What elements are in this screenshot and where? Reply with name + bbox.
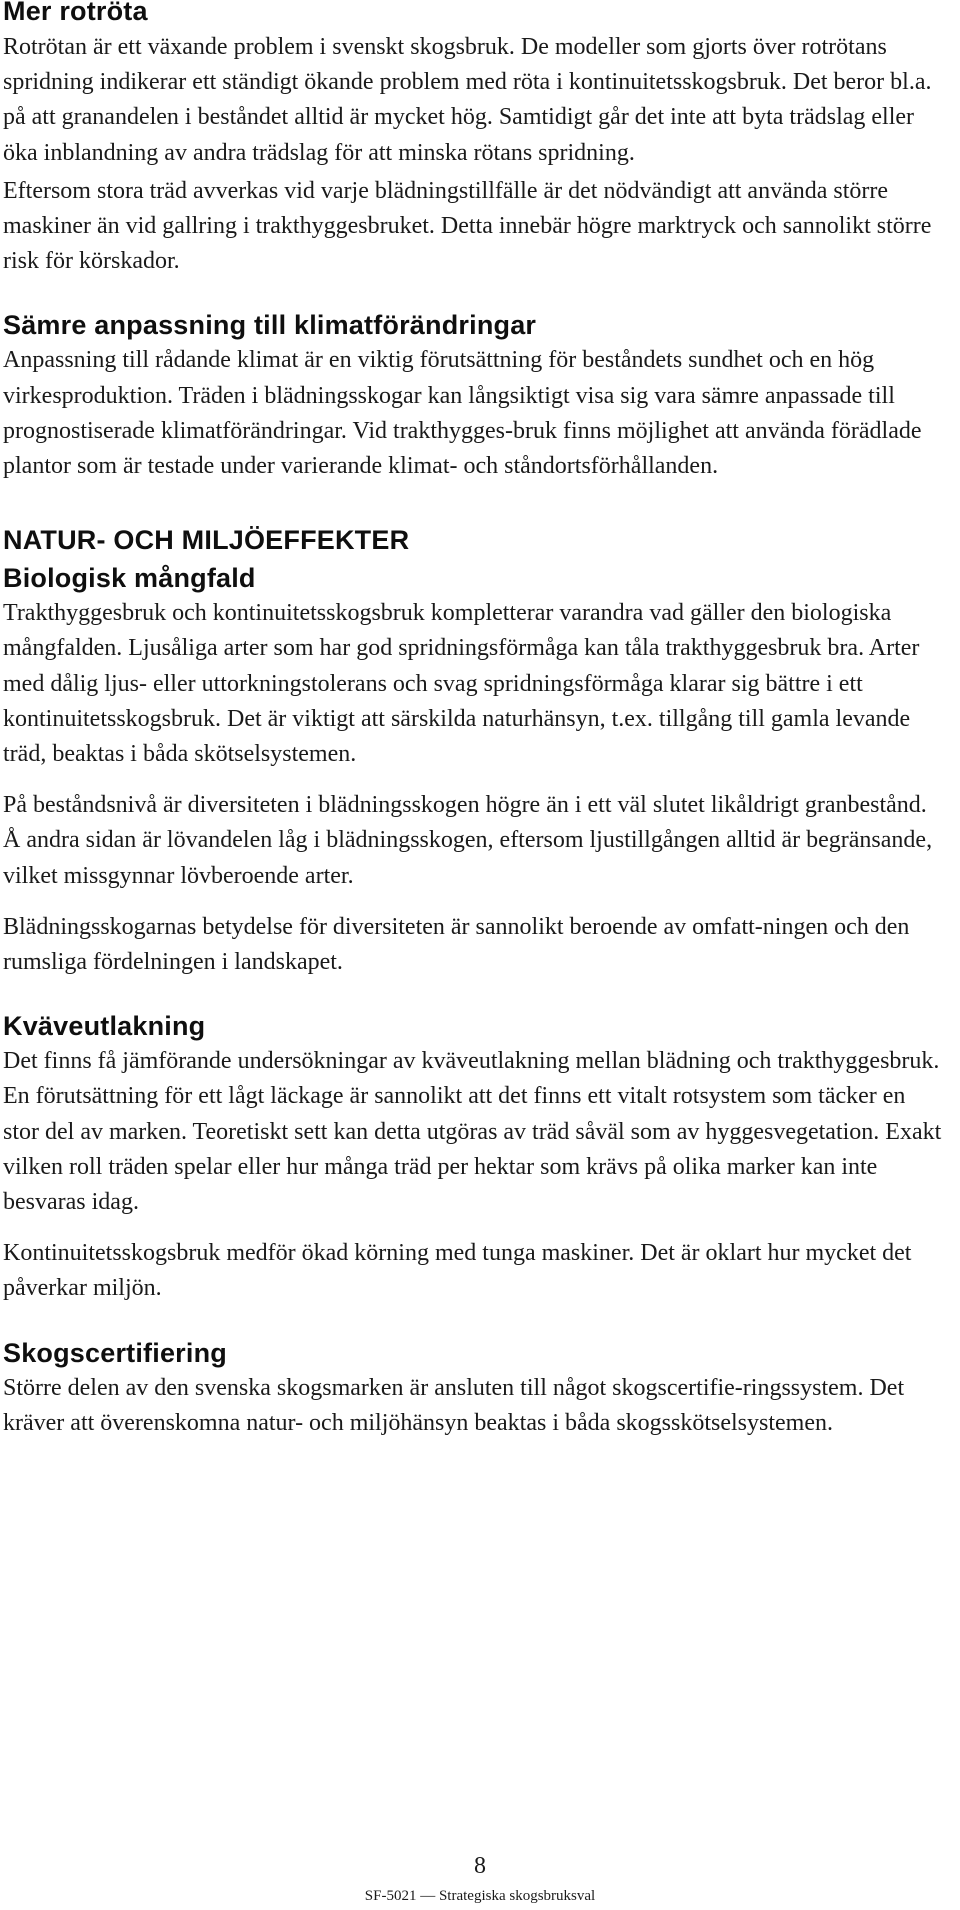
chapter-heading: NATUR- OCH MILJÖEFFEKTER	[3, 525, 410, 556]
section-heading: Kväveutlakning	[3, 1011, 206, 1042]
paragraph: Eftersom stora träd avverkas vid varje blädningstillfälle är det nödvändigt att använda större maskiner än vid gallring i trakthyggesbruket. Detta innebär högre marktryck och sannolikt större risk för körskador.	[3, 177, 932, 275]
paragraph: Blädningsskogarnas betydelse för diversiteten är sannolikt beroende av omfatt-ningen och den rumsliga fördelningen i landskapet.	[3, 913, 910, 976]
paragraph: Trakthyggesbruk och kontinuitetsskogsbruk kompletterar varandra vad gäller den biologiska mångfalden. Ljusåliga arter som har god spridningsförmåga kan tåla trakthyggesbruk bra. Arter med dålig ljus- eller uttorkningstolerans och svag spridningsförmåga klarar sig bättre i ett kontinuitetsskogsbruk. Det är viktigt att särskilda naturhänsyn, t.ex. tillgång till gamla levande träd, beaktas i båda skötselsystemen.	[3, 600, 920, 768]
section-heading: Mer rotröta	[3, 0, 148, 26]
footer-text: SF-5021 — Strategiska skogsbruksval	[364, 1888, 596, 1904]
section-mer-rotrota	[3, 0, 943, 279]
page-number: 8	[474, 1853, 486, 1879]
paragraph: På beståndsnivå är diversiteten i blädningsskogen högre än i ett väl slutet likåldrigt granbestånd. Å andra sidan är lövandelen låg i blädningsskogen, eftersom ljustillgången alltid är begränsande, vilket missgynnar lövberoende arter.	[3, 792, 933, 889]
paragraph: Rotrötan är ett växande problem i svenskt skogsbruk. De modeller som gjorts över rotrötans spridning indikerar ett ständigt ökande problem med röta i kontinuitetsskogsbruk. Det beror bl.a. på att granandelen i beståndet alltid är mycket hög. Samtidigt går det inte att byta trädslag eller öka inblandning av andra trädslag för att minska rötans spridning.	[3, 34, 932, 166]
page-content	[3, 0, 943, 1441]
paragraph: Större delen av den svenska skogsmarken är ansluten till något skogscertifie-ringssystem. Det kräver att överenskomna natur- och miljöhänsyn beaktas i båda skogsskötselsystemen.	[3, 1374, 905, 1436]
section-heading: Biologisk mångfald	[3, 563, 256, 594]
paragraph: Anpassning till rådande klimat är en viktig förutsättning för beståndets sundhet och en hög virkesproduktion. Träden i blädningsskogar kan långsiktigt visa sig vara sämre anpassade till prognostiserade klimatförändringar. Vid trakthygges-bruk finns möjlighet att använda förädlade plantor som är testade under varierande klimat- och ståndortsförhållanden.	[3, 347, 922, 480]
section-samre-anpassning	[3, 309, 943, 484]
section-heading: Skogscertifiering	[3, 1337, 227, 1368]
paragraph: Kontinuitetsskogsbruk medför ökad körning med tunga maskiner. Det är oklart hur mycket det påverkar miljön.	[3, 1240, 912, 1302]
section-skogscertifiering	[3, 1337, 943, 1441]
section-heading: Sämre anpassning till klimatförändringar	[3, 310, 537, 341]
paragraph: Det finns få jämförande undersökningar av kväveutlakning mellan blädning och trakthyggesbruk. En förutsättning för ett lågt läckage är sannolikt att det finns ett vitalt rotsystem som täcker en stor del av marken. Teoretiskt sett kan detta utgöras av träd såväl som av hyggesvegetation. Exakt vilken roll träden spelar eller hur många träd per hektar som krävs på olika marker kan inte besvaras idag.	[3, 1048, 942, 1216]
section-kvaveutlakning	[3, 1010, 943, 1306]
section-natur-miljo	[3, 524, 943, 980]
